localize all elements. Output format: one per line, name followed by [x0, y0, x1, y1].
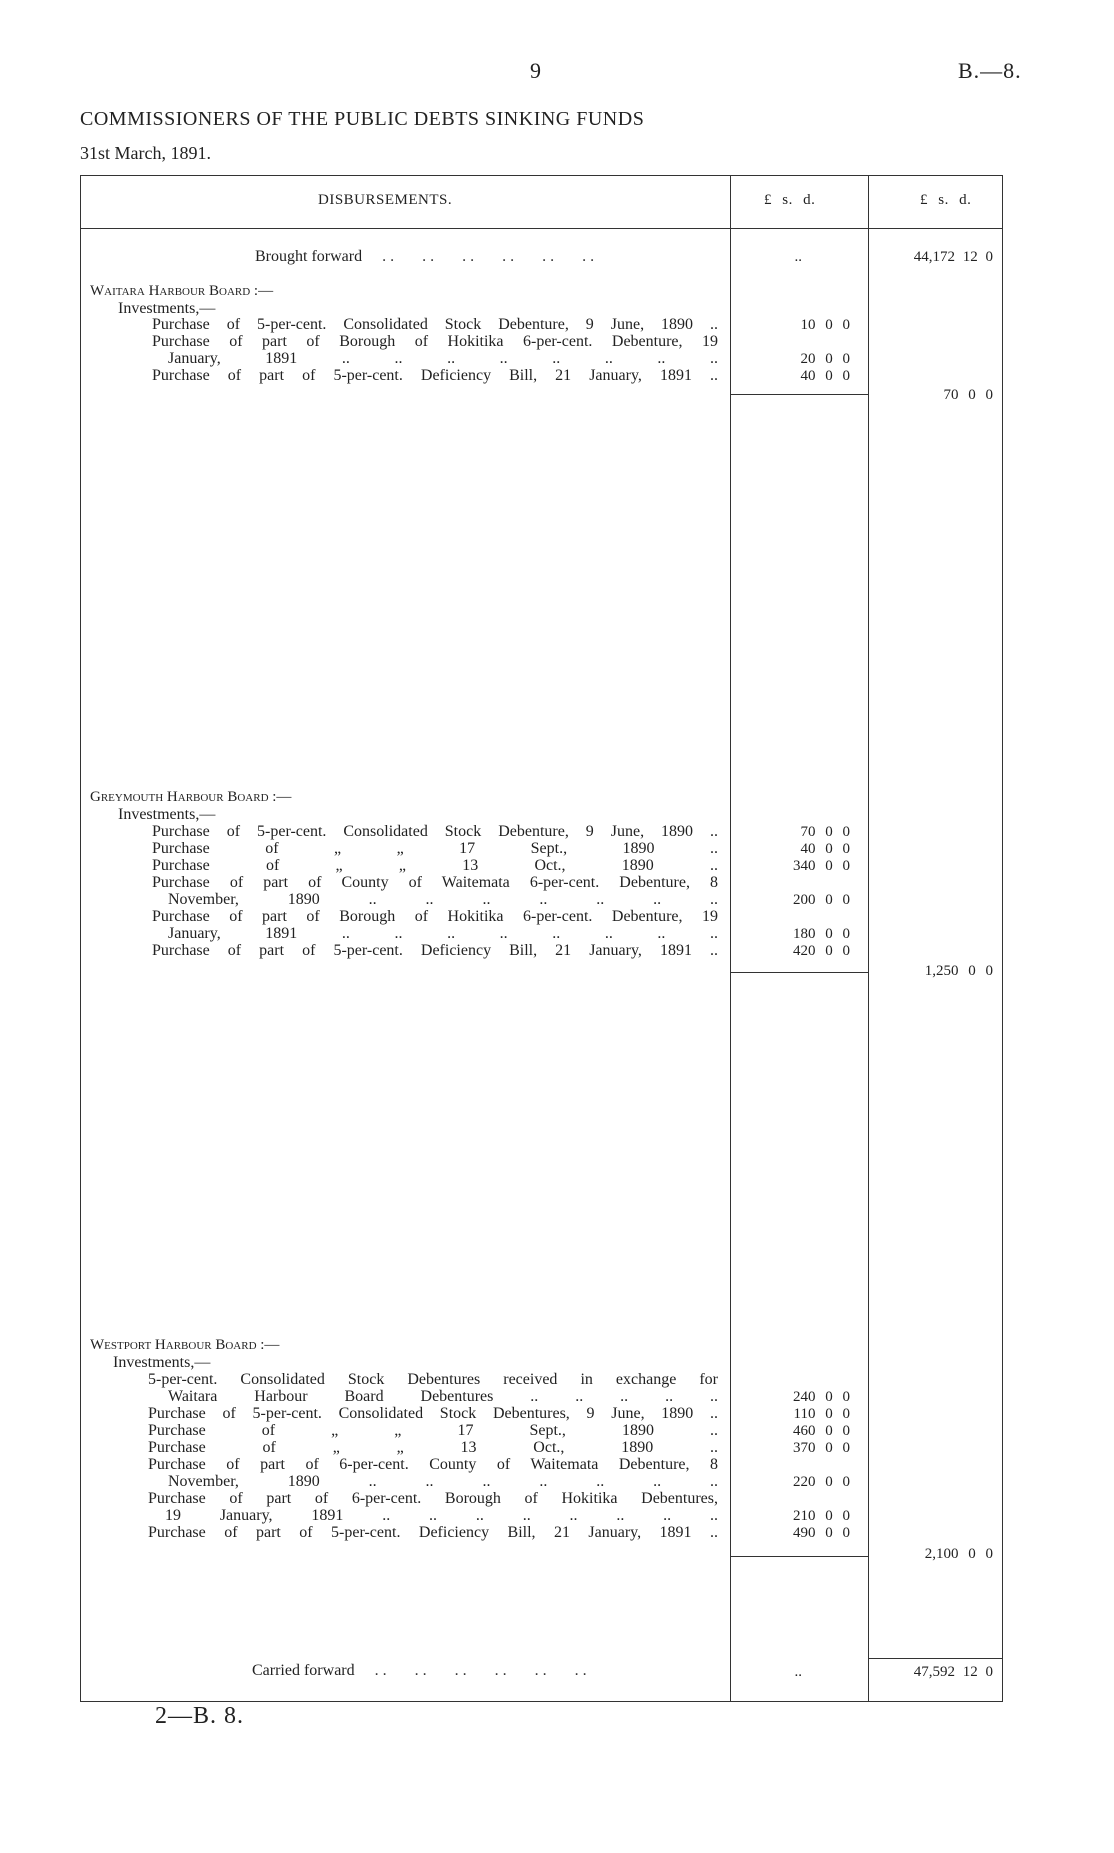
amount: 490 0 0 [793, 1525, 850, 1541]
column-header-total: £ s. d. [920, 192, 972, 208]
section-heading-greymouth: Greymouth Harbour Board :— [90, 789, 292, 805]
page-title: COMMISSIONERS OF THE PUBLIC DEBTS SINKING FUNDS [80, 108, 645, 130]
amount: 220 0 0 [793, 1474, 850, 1490]
carried-forward-total: 47,592 12 0 [913, 1664, 993, 1680]
brought-forward-label: Brought forward .. .. .. .. .. .. [255, 248, 599, 265]
column-header-amount: £ s. d. [764, 192, 816, 208]
line-item: Purchase of part of 6-per-cent. County of Waitemata Debenture, 8 [148, 1456, 718, 1473]
brought-forward-amount: .. [794, 249, 802, 265]
line-item: Waitara Harbour Board Debentures .. .. .. .. .. [168, 1388, 718, 1405]
amount: 10 0 0 [800, 317, 850, 333]
line-item: Purchase of part of 6-per-cent. Borough of Hokitika Debentures, [148, 1490, 718, 1507]
amount: 340 0 0 [793, 858, 850, 874]
brought-forward-total: 44,172 12 0 [913, 249, 993, 265]
document-code: B.—8. [958, 58, 1022, 83]
line-item: Purchase of „ „ 13 Oct., 1890 .. [148, 1439, 718, 1456]
amount: 210 0 0 [793, 1508, 850, 1524]
line-item: Purchase of „ „ 13 Oct., 1890 .. [152, 857, 718, 874]
section-heading-westport: Westport Harbour Board :— [90, 1337, 280, 1353]
line-item: 19 January, 1891 .. .. .. .. .. .. .. .. [165, 1507, 718, 1524]
section-total: 2,100 0 0 [924, 1546, 993, 1562]
total-rule-2 [730, 972, 868, 973]
line-item: Purchase of part of Borough of Hokitika 6-per-cent. Debenture, 19 [152, 908, 718, 925]
line-item: Purchase of part of Borough of Hokitika 6-per-cent. Debenture, 19 [152, 333, 718, 350]
amount: 20 0 0 [800, 351, 850, 367]
amount: 370 0 0 [793, 1440, 850, 1456]
section-total: 1,250 0 0 [924, 963, 993, 979]
amount: 40 0 0 [800, 841, 850, 857]
amount: 200 0 0 [793, 892, 850, 908]
line-item: 5-per-cent. Consolidated Stock Debentures received in exchange for [148, 1371, 718, 1388]
section-heading-waitara: Waitara Harbour Board :— [90, 283, 274, 299]
total-rule-3 [730, 1556, 868, 1557]
line-item: Purchase of part of County of Waitemata 6-per-cent. Debenture, 8 [152, 874, 718, 891]
line-item: Purchase of part of 5-per-cent. Deficiency Bill, 21 January, 1891 .. [152, 942, 718, 959]
page-number: 9 [530, 58, 541, 83]
column-header-description: DISBURSEMENTS. [318, 192, 453, 208]
total-rule-1 [730, 394, 868, 395]
amount: 180 0 0 [793, 926, 850, 942]
section-subheading: Investments,— [113, 1354, 211, 1371]
line-item: Purchase of „ „ 17 Sept., 1890 .. [148, 1422, 718, 1439]
header-rule [80, 228, 1003, 229]
amount: 110 0 0 [793, 1406, 850, 1422]
column-divider-1 [730, 175, 731, 1702]
section-subheading: Investments,— [118, 806, 216, 823]
line-item: Purchase of part of 5-per-cent. Deficiency Bill, 21 January, 1891 .. [152, 367, 718, 384]
line-item: January, 1891 .. .. .. .. .. .. .. .. [168, 350, 718, 367]
section-total: 70 0 0 [943, 387, 993, 403]
line-item: November, 1890 .. .. .. .. .. .. .. [168, 891, 718, 908]
carried-forward-amount: .. [794, 1664, 802, 1680]
line-item: Purchase of part of 5-per-cent. Deficiency Bill, 21 January, 1891 .. [148, 1524, 718, 1541]
amount: 240 0 0 [793, 1389, 850, 1405]
report-date: 31st March, 1891. [80, 143, 211, 163]
amount: 40 0 0 [800, 368, 850, 384]
line-item: November, 1890 .. .. .. .. .. .. .. [168, 1473, 718, 1490]
carried-forward-label: Carried forward .. .. .. .. .. .. [252, 1662, 591, 1679]
amount: 70 0 0 [800, 824, 850, 840]
line-item: January, 1891 .. .. .. .. .. .. .. .. [168, 925, 718, 942]
column-divider-2 [868, 175, 869, 1702]
footer-code: 2—B. 8. [155, 1703, 245, 1729]
line-item: Purchase of 5-per-cent. Consolidated Stock Debentures, 9 June, 1890 .. [148, 1405, 718, 1422]
amount: 420 0 0 [793, 943, 850, 959]
line-item: Purchase of „ „ 17 Sept., 1890 .. [152, 840, 718, 857]
amount: 460 0 0 [793, 1423, 850, 1439]
section-subheading: Investments,— [118, 300, 216, 317]
line-item: Purchase of 5-per-cent. Consolidated Stock Debenture, 9 June, 1890 .. [152, 823, 718, 840]
line-item: Purchase of 5-per-cent. Consolidated Stock Debenture, 9 June, 1890 .. [152, 316, 718, 333]
carried-forward-rule [868, 1658, 1003, 1659]
